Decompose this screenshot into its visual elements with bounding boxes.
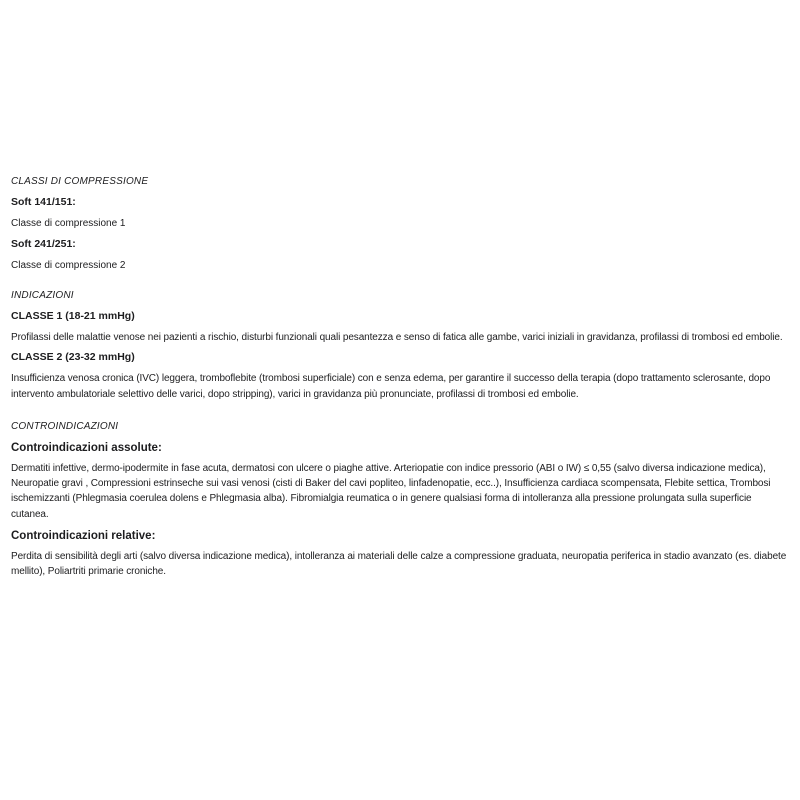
class-1-paragraph: Profilassi delle malattie venose nei pazienti a rischio, disturbi funzionali quali pesantezza e senso di fatica alle gambe, varici iniziali in gravidanza, profilassi di trombosi ed embolie. (11, 332, 783, 343)
compression-class-1-text: Classe di compressione 1 (11, 218, 126, 229)
contraindications-heading: CONTROINDICAZIONI (11, 420, 119, 432)
relative-contraindications-paragraph: Perdita di sensibilità degli arti (salvo diversa indicazione medica), intolleranza ai materiali delle calze a compressione graduata, neuropatia periferica in stadio avanzato (es. diabete mellito), Poliartriti primarie croniche. (11, 551, 787, 578)
compression-classes-heading: CLASSI DI COMPRESSIONE (11, 176, 149, 187)
section-indications (11, 290, 790, 402)
class-2-label: CLASSE 2 (23-32 mmHg) (11, 351, 135, 364)
compression-class-2-text: Classe di compressione 2 (11, 260, 126, 271)
indications-heading: INDICAZIONI (11, 290, 74, 301)
absolute-contraindications-paragraph: Dermatiti infettive, dermo-ipodermite in fase acuta, dermatosi con ulcere o piaghe attive. Arteriopatie con indice pressorio (ABI o IW) ≤ 0,55 (salvo diversa indicazione medica), Neuropatie gravi , Compressioni estrinseche sui vasi venosi (cisti di Baker del cavi popliteo, linfadenopatie, ecc..), Insufficienza cardiaca scompensata, Flebite settica, Trombosi ischemizzanti (Phlegmasia coerulea dolens e Phlegmasia alba). Fibromialgia reumatica o in genere qualsiasi forma di intolleranza alla pressione prolungata sulla superficie cutanea. (11, 462, 771, 520)
class-1-label: CLASSE 1 (18-21 mmHg) (11, 310, 135, 322)
class-2-paragraph: Insufficienza venosa cronica (IVC) leggera, tromboflebite (trombosi superficiale) con e senza edema, per garantire il successo della terapia (dopo trattamento sclerosante, dopo intervento ambulatoriale selettivo delle varici, dopo stripping), varici in gravidanza più pronunciate, profilassi di trombosi ed embolie. (11, 373, 771, 400)
absolute-contraindications-label: Controindicazioni assolute: (11, 441, 162, 454)
relative-contraindications-label: Controindicazioni relative: (11, 530, 156, 543)
section-contraindications (11, 421, 790, 580)
soft-241-251-label: Soft 241/251: (11, 238, 76, 250)
soft-141-151-label: Soft 141/151: (11, 196, 76, 208)
section-compression-classes (11, 176, 790, 271)
